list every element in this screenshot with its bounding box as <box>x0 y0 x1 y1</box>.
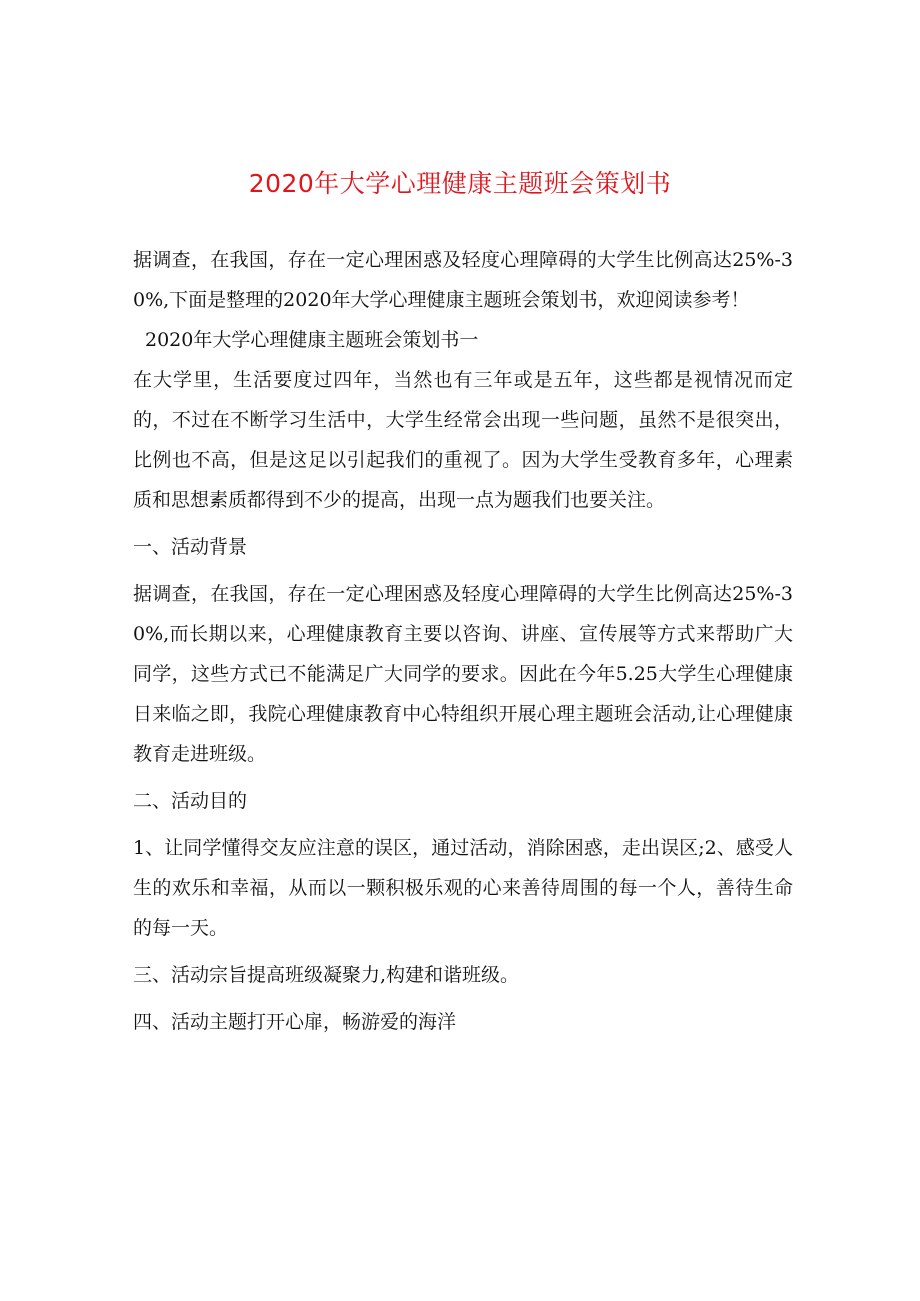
section-heading-purpose: 二、活动目的 <box>133 790 248 812</box>
document-body <box>133 240 793 1042</box>
section-heading-tenet: 三、活动宗旨提高班级凝聚力,构建和谐班级。 <box>133 964 520 986</box>
purpose-paragraph: 1、让同学懂得交友应注意的误区，通过活动，消除困惑，走出误区;2、感受人生的欢乐和幸福，从而以一颗积极乐观的心来善待周围的每一个人，善待生命的每一天。 <box>133 837 793 939</box>
section-heading-background: 一、活动背景 <box>133 536 248 558</box>
subtitle-paragraph: 2020年大学心理健康主题班会策划书一 <box>145 329 479 351</box>
document-title: 2020年大学心理健康主题班会策划书 <box>248 169 672 198</box>
section-heading-theme: 四、活动主题打开心扉，畅游爱的海洋 <box>133 1011 457 1033</box>
intro-paragraph: 据调查，在我国，存在一定心理困惑及轻度心理障碍的大学生比例高达25%-30%,下面是整理的2020年大学心理健康主题班会策划书，欢迎阅读参考！ <box>133 249 793 311</box>
background-paragraph: 据调查，在我国，存在一定心理困惑及轻度心理障碍的大学生比例高达25%-30%,而长期以来，心理健康教育主要以咨询、讲座、宣传展等方式来帮助广大同学，这些方式已不能满足广大同学的要求。因此在今年5.25大学生心理健康日来临之即，我院心理健康教育中心特组织开展心理主题班会活动,让心理健康教育走进班级。 <box>133 583 793 765</box>
body-paragraph: 在大学里，生活要度过四年，当然也有三年或是五年，这些都是视情况而定的，不过在不断学习生活中，大学生经常会出现一些问题，虽然不是很突出，比例也不高，但是这足以引起我们的重视了。因为大学生受教育多年，心理素质和思想素质都得到不少的提高，出现一点为题我们也要关注。 <box>133 369 793 511</box>
